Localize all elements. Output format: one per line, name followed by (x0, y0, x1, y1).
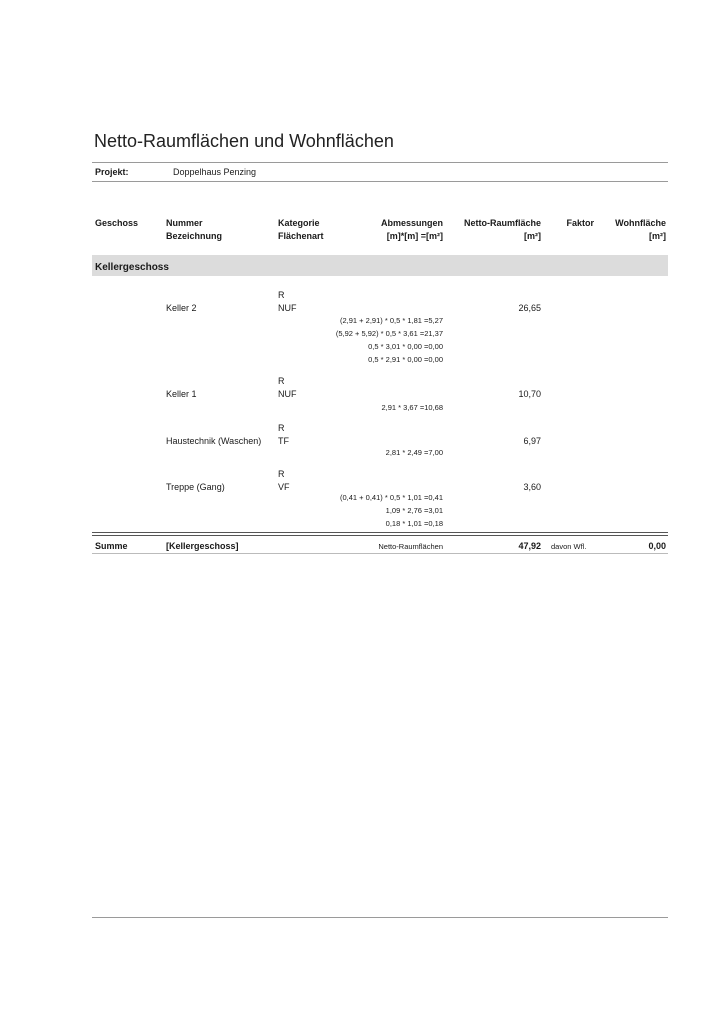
col-abmessungen: Abmessungen (380, 218, 443, 228)
room-name: Haustechnik (Waschen) (166, 436, 262, 446)
calc-line: 1,09 * 2,76 =3,01 (385, 506, 443, 515)
summary-davon: davon Wfl. (551, 542, 587, 551)
calc-line: 0,5 * 2,91 * 0,00 =0,00 (368, 355, 443, 364)
summary-underline (92, 553, 668, 554)
footer-divider (92, 917, 668, 918)
col-geschoss: Geschoss (95, 218, 139, 228)
summary-wohnflaeche-total: 0,00 (648, 541, 666, 551)
room-netto: 6,97 (523, 436, 541, 446)
project-value: Doppelhaus Penzing (173, 167, 257, 177)
room-netto: 26,65 (518, 303, 541, 313)
col-netto: Netto-Raumfläche (463, 218, 541, 228)
calc-line: 0,5 * 3,01 * 0,00 =0,00 (368, 342, 443, 351)
calc-line: 2,81 * 2,49 =7,00 (385, 448, 443, 457)
room-name: Keller 2 (166, 303, 197, 313)
col-bezeichnung: Bezeichnung (166, 231, 223, 241)
page-title: Netto-Raumflächen und Wohnflächen (94, 131, 394, 151)
col-nummer: Nummer (166, 218, 203, 228)
col-faktor: Faktor (566, 218, 594, 228)
col-wohnflaeche-unit: [m²] (649, 231, 666, 241)
room-name: Treppe (Gang) (166, 482, 225, 492)
col-netto-unit: [m²] (524, 231, 541, 241)
calc-line: (0,41 + 0,41) * 0,5 * 1,01 =0,41 (340, 493, 443, 502)
summary-netto-total: 47,92 (518, 541, 541, 551)
room-flaechenart: VF (278, 482, 290, 492)
calc-line: 2,91 * 3,67 =10,68 (381, 403, 443, 412)
room-flaechenart: TF (278, 436, 289, 446)
summary-section: [Kellergeschoss] (166, 541, 239, 551)
summary-divider-bottom (92, 535, 668, 536)
col-flaechenart: Flächenart (278, 231, 324, 241)
project-divider (92, 181, 668, 182)
col-kategorie: Kategorie (278, 218, 320, 228)
title-divider (92, 162, 668, 163)
room-kategorie: R (278, 290, 285, 300)
section-bar (92, 255, 668, 276)
room-kategorie: R (278, 423, 285, 433)
col-abmessungen-unit: [m]*[m] =[m²] (386, 231, 443, 241)
room-kategorie: R (278, 469, 285, 479)
section-title: Kellergeschoss (95, 262, 169, 273)
room-netto: 3,60 (523, 482, 541, 492)
summary-label: Summe (95, 541, 128, 551)
room-flaechenart: NUF (278, 389, 297, 399)
project-label: Projekt: (95, 167, 129, 177)
calc-line: 0,18 * 1,01 =0,18 (385, 519, 443, 528)
summary-type: Netto-Raumflächen (378, 542, 443, 551)
room-kategorie: R (278, 376, 285, 386)
summary-divider-top (92, 532, 668, 533)
room-flaechenart: NUF (278, 303, 297, 313)
room-name: Keller 1 (166, 389, 197, 399)
col-wohnflaeche: Wohnfläche (615, 218, 666, 228)
room-netto: 10,70 (518, 389, 541, 399)
calc-line: (2,91 + 2,91) * 0,5 * 1,81 =5,27 (340, 316, 443, 325)
calc-line: (5,92 + 5,92) * 0,5 * 3,61 =21,37 (335, 329, 443, 338)
